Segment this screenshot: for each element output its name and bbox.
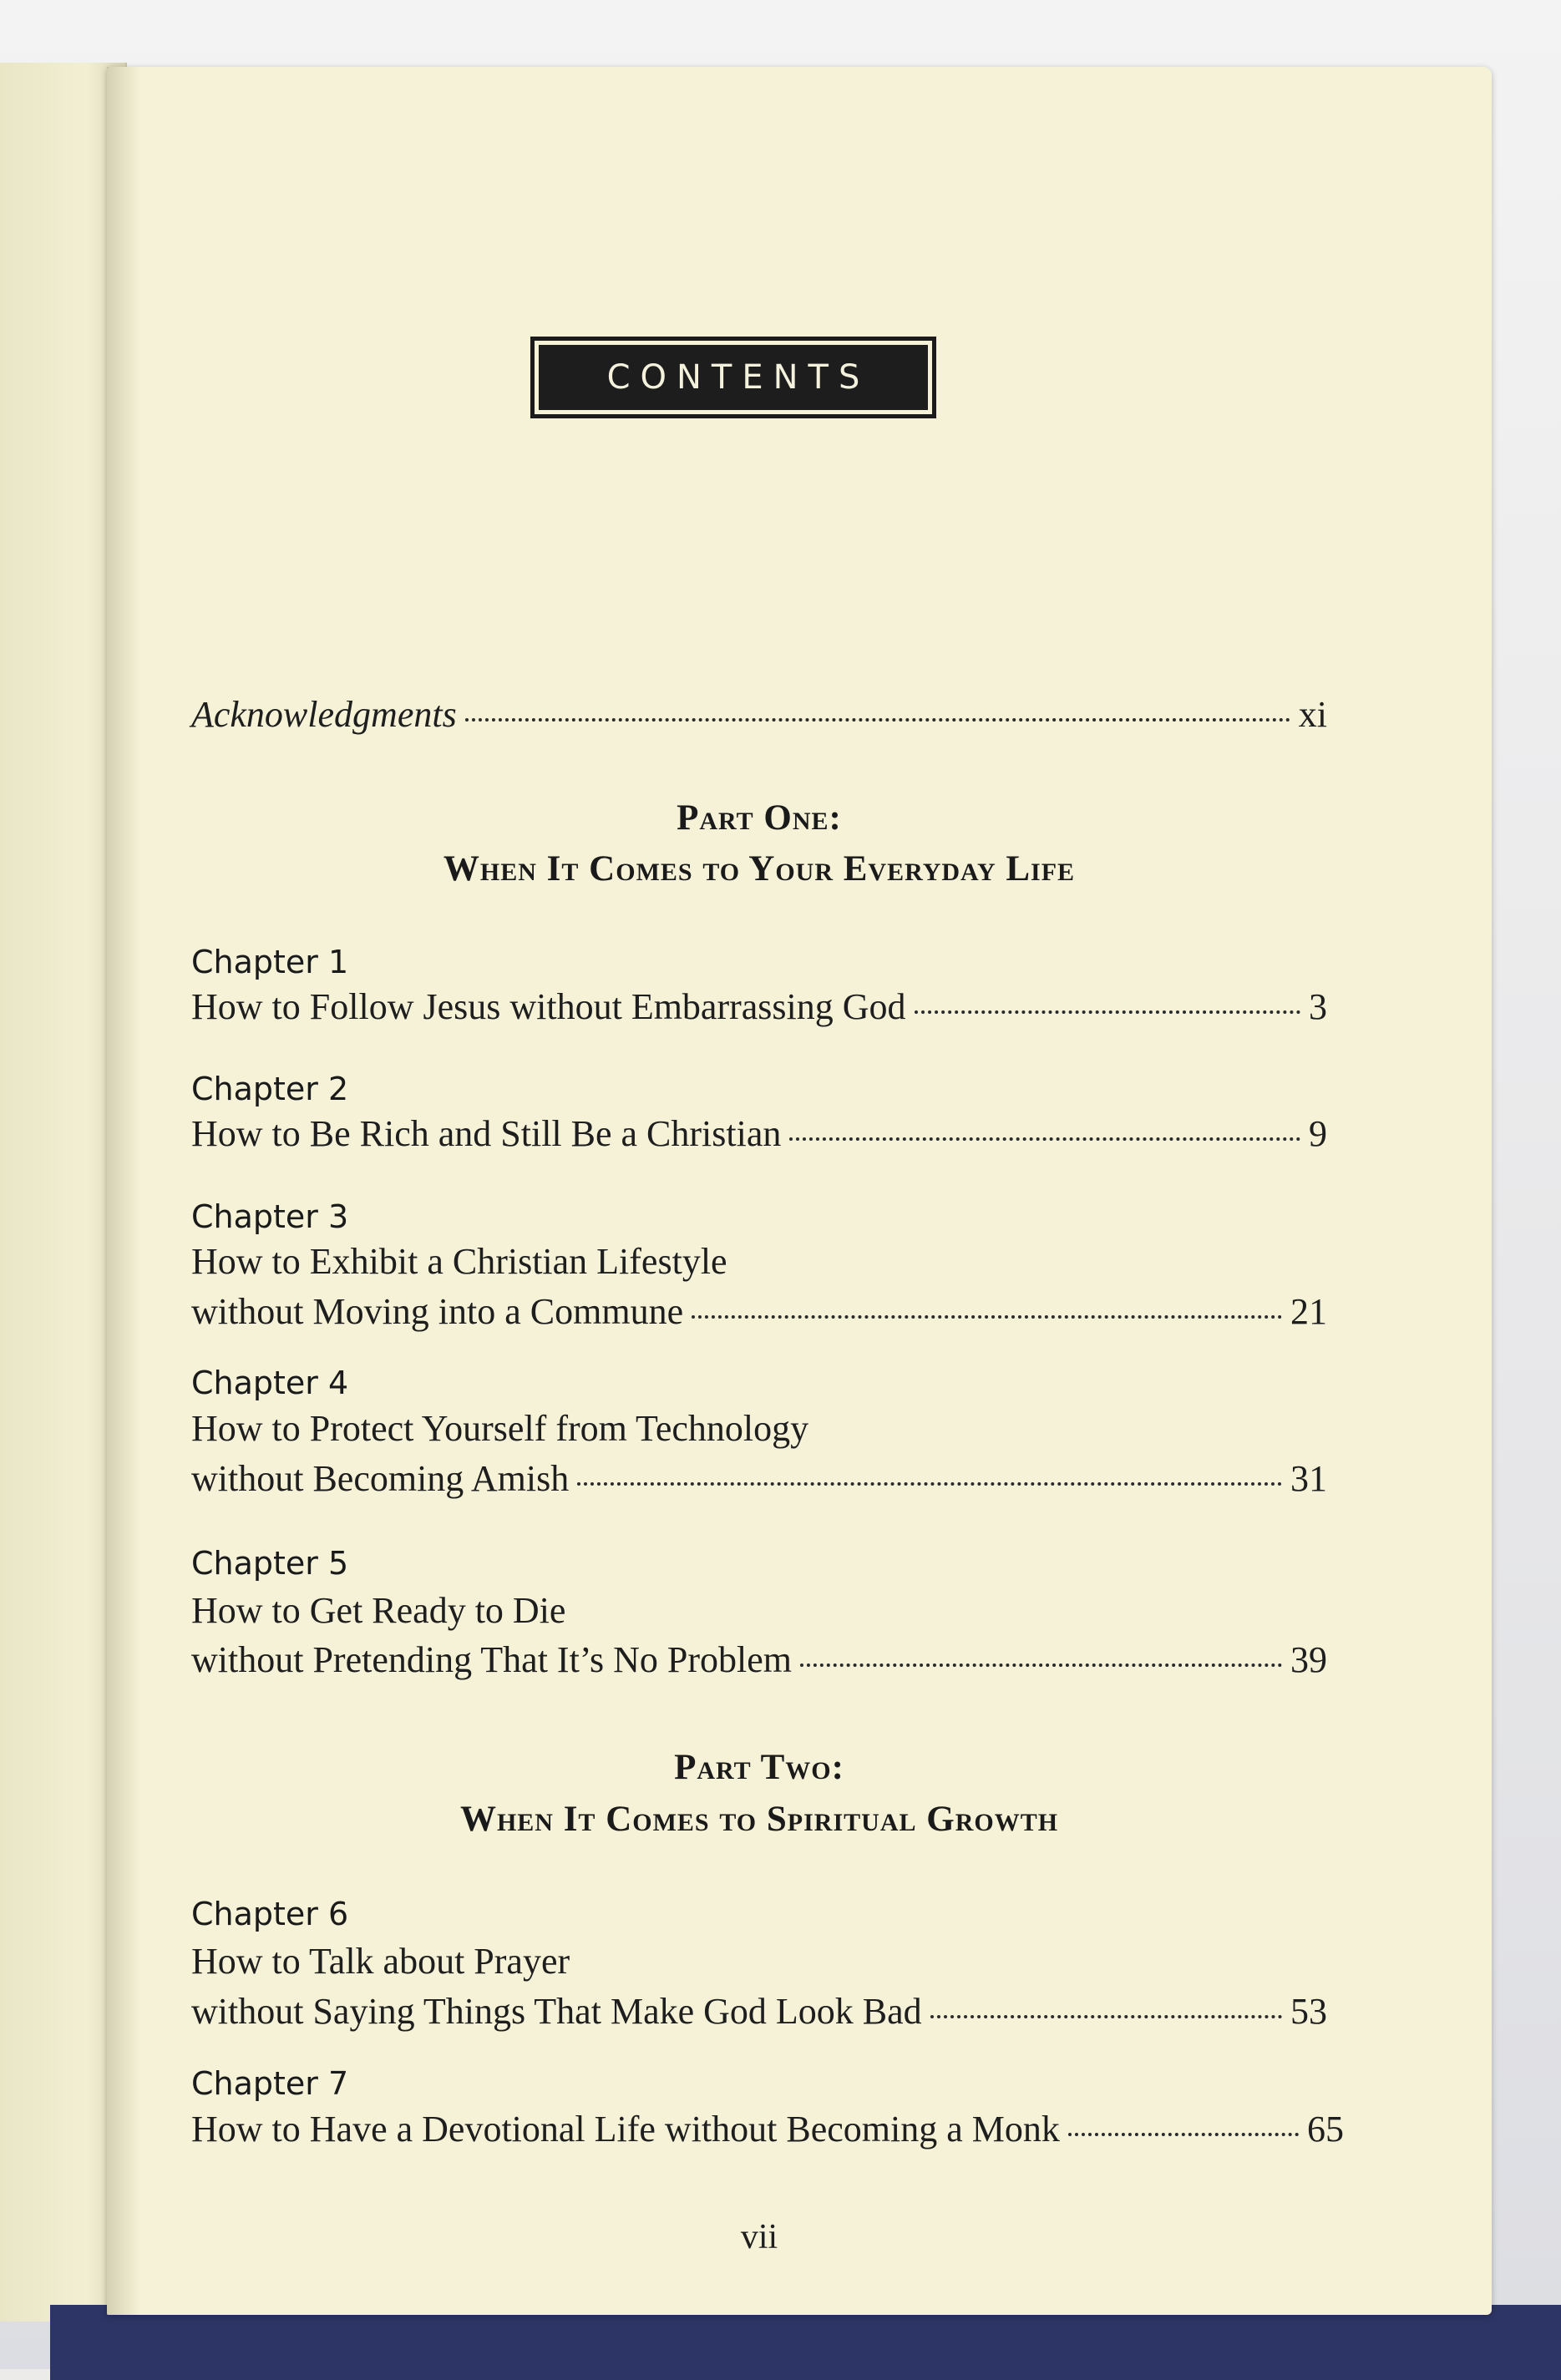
chapter-label: Chapter 3 xyxy=(191,1198,349,1235)
page-ref: 9 xyxy=(1309,1113,1327,1154)
page-ref: xi xyxy=(1298,694,1327,735)
chapter-label: Chapter 2 xyxy=(191,1071,349,1107)
contents-heading: CONTENTS xyxy=(539,345,928,410)
toc-entry-chapter-2 xyxy=(191,1112,1327,1155)
toc-entry-chapter-1 xyxy=(191,985,1327,1028)
toc-entry-chapter-7 xyxy=(191,2108,1344,2150)
entry-title: How to Have a Devotional Life without Becoming a Monk xyxy=(191,2109,1060,2150)
dot-leader xyxy=(1068,2133,1299,2136)
part-one-label: Part One: xyxy=(677,798,842,838)
part-one-subtitle: When It Comes to Your Everyday Life xyxy=(443,849,1076,889)
toc-entry-chapter-6 xyxy=(191,1990,1327,2033)
page-ref: 3 xyxy=(1309,986,1327,1027)
entry-title: How to Be Rich and Still Be a Christian xyxy=(191,1113,782,1154)
entry-title-line: How to Talk about Prayer xyxy=(191,1941,570,1982)
chapter-label: Chapter 5 xyxy=(191,1545,349,1582)
dot-leader xyxy=(915,1010,1300,1014)
entry-title-line: How to Exhibit a Christian Lifestyle xyxy=(191,1241,727,1282)
entry-title: without Becoming Amish xyxy=(191,1458,570,1499)
entry-title: Acknowledgments xyxy=(191,694,457,735)
entry-title: How to Follow Jesus without Embarrassing God xyxy=(191,986,906,1027)
dot-leader xyxy=(692,1315,1282,1319)
entry-title-line: How to Get Ready to Die xyxy=(191,1590,566,1631)
toc-entry-acknowledgments xyxy=(191,693,1327,736)
toc-entry-chapter-4 xyxy=(191,1457,1327,1500)
entry-title: without Pretending That It’s No Problem xyxy=(191,1639,793,1680)
page-ref: 39 xyxy=(1290,1639,1327,1680)
dot-leader xyxy=(465,718,1290,722)
toc-entry-chapter-3 xyxy=(191,1290,1327,1333)
toc-entry-chapter-5 xyxy=(191,1638,1327,1681)
chapter-label: Chapter 7 xyxy=(191,2065,349,2102)
dot-leader xyxy=(577,1482,1282,1486)
dot-leader xyxy=(800,1663,1282,1667)
entry-title: without Moving into a Commune xyxy=(191,1291,684,1332)
entry-title-line: How to Protect Yourself from Technology xyxy=(191,1408,809,1449)
part-two-subtitle: When It Comes to Spiritual Growth xyxy=(459,1800,1059,1839)
page-ref: 21 xyxy=(1290,1291,1327,1332)
entry-title: without Saying Things That Make God Look Bad xyxy=(191,1991,922,2032)
page-ref: 31 xyxy=(1290,1458,1327,1499)
page-ref: 65 xyxy=(1307,2109,1344,2150)
part-two-label: Part Two: xyxy=(674,1748,844,1787)
dot-leader xyxy=(789,1137,1300,1141)
page-number: vii xyxy=(740,2218,778,2256)
chapter-label: Chapter 4 xyxy=(191,1365,349,1401)
chapter-label: Chapter 6 xyxy=(191,1896,349,1932)
page-ref: 53 xyxy=(1290,1991,1327,2032)
dot-leader xyxy=(930,2015,1282,2018)
chapter-label: Chapter 1 xyxy=(191,944,349,980)
contents-heading-box xyxy=(530,337,936,418)
